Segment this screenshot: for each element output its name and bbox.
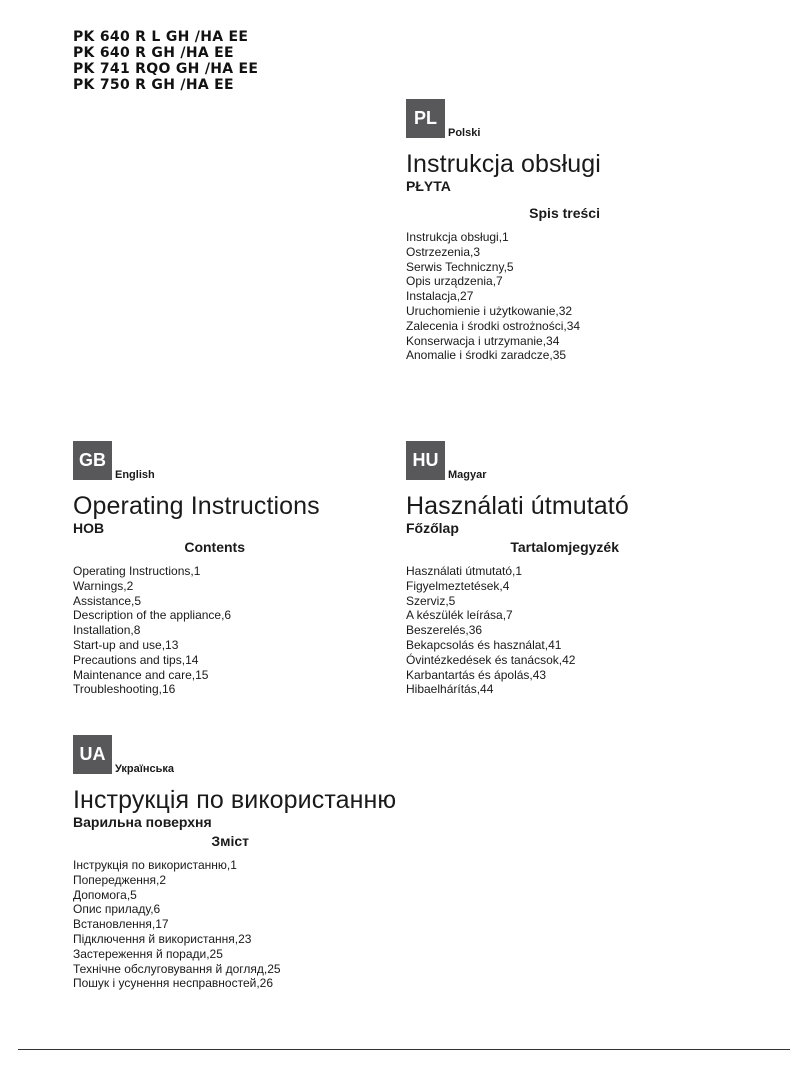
toc-item: Description of the appliance,6 — [73, 608, 232, 623]
model-name: PK 741 RQO GH /HA EE — [73, 61, 259, 77]
toc-item: Figyelmeztetések,4 — [406, 578, 510, 593]
toc-item: Óvintézkedések és tanácsok,42 — [406, 652, 576, 667]
toc-item: Opis urządzenia,7 — [406, 274, 503, 289]
toc-item: Застереження й поради,25 — [73, 946, 223, 961]
toc-item: Instalacja,27 — [406, 289, 474, 304]
toc-item: Karbantartás és ápolás,43 — [406, 667, 547, 682]
toc-item: Szerviz,5 — [406, 593, 456, 608]
appliance-type: PŁYTA — [406, 178, 451, 194]
model-name: PK 750 R GH /HA EE — [73, 77, 234, 93]
toc-item: Troubleshooting,16 — [73, 682, 176, 697]
toc-item: Maintenance and care,15 — [73, 667, 209, 682]
language-code-badge: UA — [73, 735, 112, 774]
language-header — [406, 441, 736, 480]
model-name: PK 640 R GH /HA EE — [73, 45, 234, 61]
manual-title: Operating Instructions — [73, 492, 320, 520]
toc-item: Опис приладу,6 — [73, 902, 161, 917]
language-name: Magyar — [448, 469, 487, 481]
toc-item: Zalecenia i środki ostrożności,34 — [406, 318, 581, 333]
language-header — [73, 441, 403, 480]
toc-item: Ostrzezenia,3 — [406, 244, 481, 259]
toc-item: Допомога,5 — [73, 887, 137, 902]
toc-item: Підключення й використання,23 — [73, 931, 252, 946]
table-of-contents — [406, 230, 736, 363]
toc-item: Встановлення,17 — [73, 917, 169, 932]
contents-heading: Spis treści — [529, 205, 600, 221]
language-name: Українська — [115, 763, 175, 775]
language-header — [73, 735, 403, 774]
toc-item: Használati útmutató,1 — [406, 564, 523, 578]
language-code-badge: PL — [406, 99, 445, 138]
toc-item: Bekapcsolás és használat,41 — [406, 637, 562, 652]
toc-item: Assistance,5 — [73, 593, 142, 608]
language-code-badge: GB — [73, 441, 112, 480]
toc-item: Hibaelhárítás,44 — [406, 682, 494, 697]
toc-item: Warnings,2 — [73, 578, 134, 593]
model-name: PK 640 R L GH /HA EE — [73, 29, 249, 45]
table-of-contents — [73, 564, 403, 697]
toc-item: Instrukcja obsługi,1 — [406, 230, 509, 244]
toc-item: Serwis Techniczny,5 — [406, 259, 514, 274]
toc-item: Installation,8 — [73, 623, 141, 638]
section-hungarian — [406, 441, 736, 697]
toc-item: Інструкція по використанню,1 — [73, 858, 237, 872]
toc-item: Попередження,2 — [73, 872, 167, 887]
toc-item: Operating Instructions,1 — [73, 564, 201, 578]
section-polish — [406, 99, 736, 363]
language-name: English — [115, 469, 155, 481]
table-of-contents — [73, 858, 403, 991]
toc-item: Технічне обслуговування й догляд,25 — [73, 961, 281, 976]
language-code-badge: HU — [406, 441, 445, 480]
page-divider — [18, 1049, 790, 1050]
section-ukrainian — [73, 735, 403, 991]
toc-item: A készülék leírása,7 — [406, 608, 513, 623]
contents-heading: Tartalomjegyzék — [510, 539, 619, 555]
toc-item: Start-up and use,13 — [73, 637, 179, 652]
manual-title: Інструкція по використанню — [73, 786, 397, 814]
appliance-type: Főzőlap — [406, 520, 459, 536]
appliance-type: HOB — [73, 520, 105, 536]
toc-item: Precautions and tips,14 — [73, 652, 199, 667]
section-english — [73, 441, 403, 697]
language-header — [406, 99, 736, 138]
contents-heading: Contents — [184, 539, 245, 555]
toc-item: Uruchomienie i użytkowanie,32 — [406, 303, 573, 318]
manual-title: Használati útmutató — [406, 492, 629, 520]
appliance-type: Варильна поверхня — [73, 814, 212, 830]
toc-item: Konserwacja i utrzymanie,34 — [406, 333, 560, 348]
contents-heading: Зміст — [211, 833, 249, 849]
table-of-contents — [406, 564, 736, 697]
toc-item: Anomalie i środki zaradcze,35 — [406, 348, 567, 363]
language-name: Polski — [448, 127, 481, 139]
manual-title: Instrukcja obsługi — [406, 150, 601, 178]
toc-item: Beszerelés,36 — [406, 623, 483, 638]
toc-item: Пошук і усунення несправностей,26 — [73, 976, 274, 991]
model-list — [73, 29, 258, 93]
